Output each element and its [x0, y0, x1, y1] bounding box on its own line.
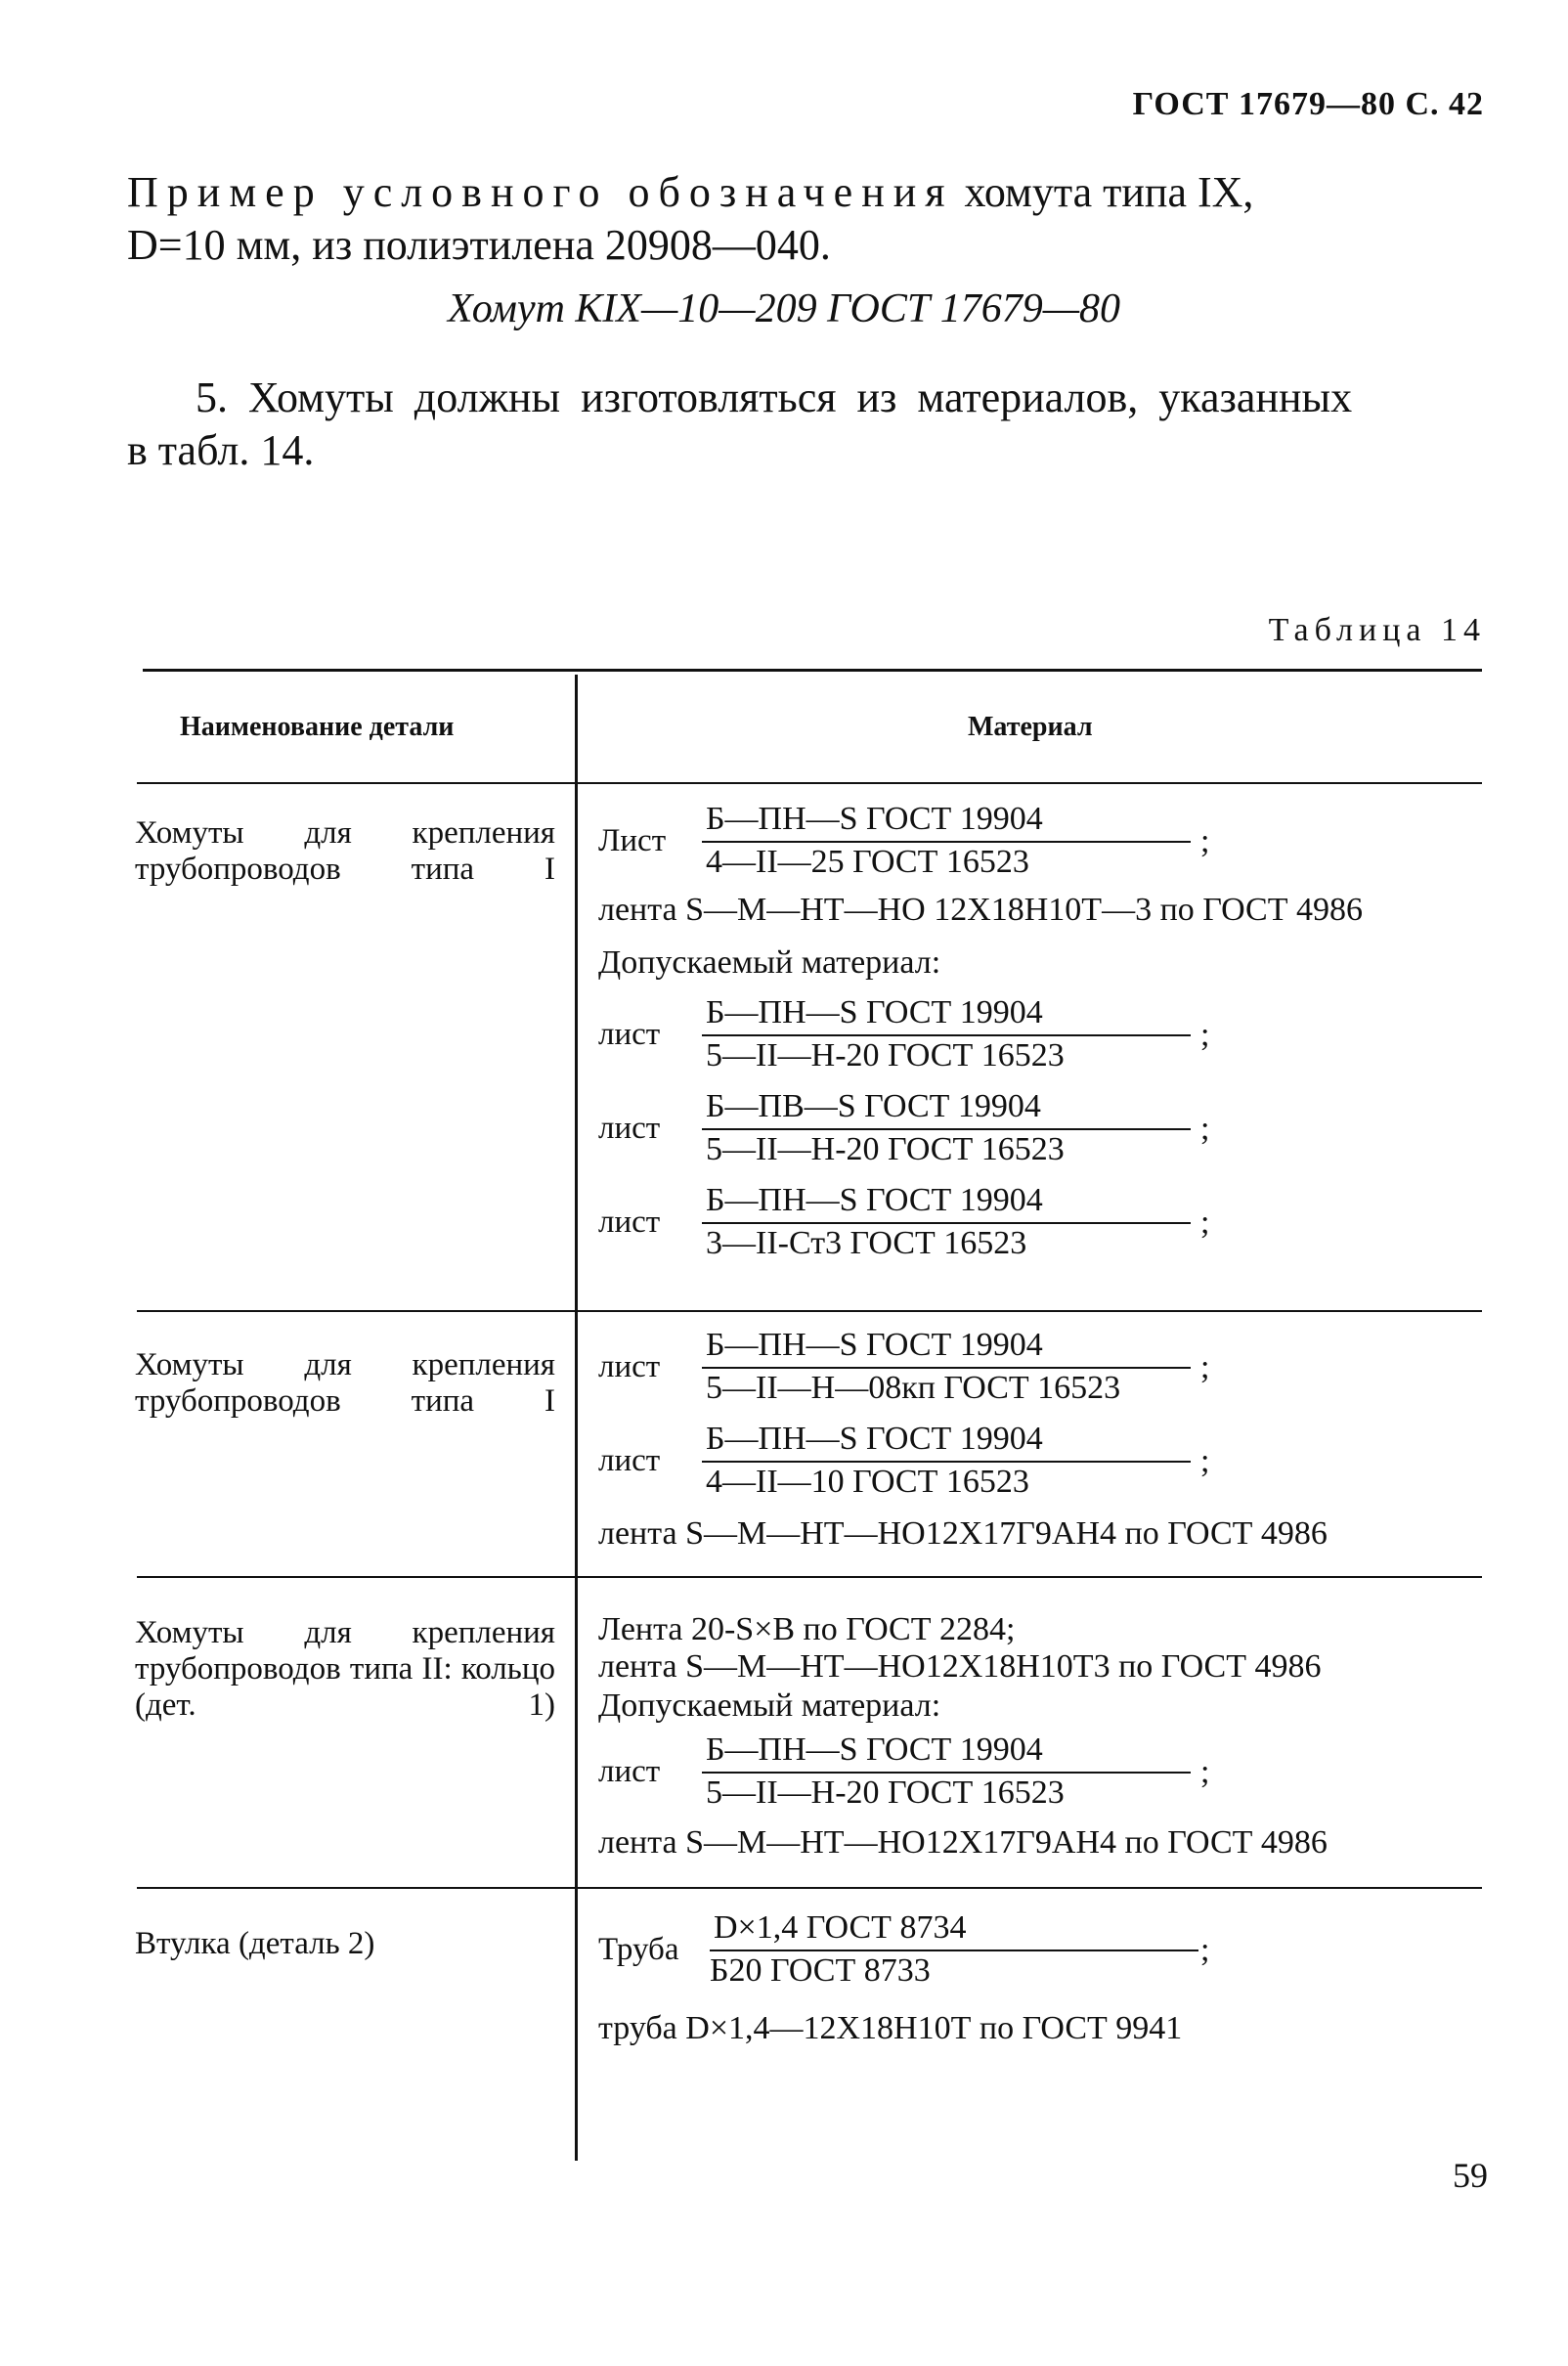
- material-numerator: Б—ПН—S ГОСТ 19904: [706, 801, 1043, 837]
- row3-material-4: [598, 1731, 1224, 1813]
- material-label: лист: [598, 1017, 661, 1052]
- material-tail: ;: [1200, 1932, 1210, 1968]
- material-label: лист: [598, 1111, 661, 1146]
- row3-material-5: лента S—М—НТ—НО12Х17Г9АН4 по ГОСТ 4986: [598, 1824, 1328, 1861]
- row2-material-2: [598, 1420, 1224, 1502]
- material-label: лист: [598, 1443, 661, 1478]
- row3-part-name: Хомуты для крепления трубопроводов типа II: кольцо (дет. 1): [135, 1615, 555, 1723]
- material-label: лист: [598, 1754, 661, 1789]
- row1-material-6: [598, 1181, 1224, 1263]
- row1-material-1: [598, 800, 1224, 882]
- material-denominator: 5—II—Н—08кп ГОСТ 16523: [706, 1370, 1121, 1406]
- row1-material-4: [598, 993, 1224, 1075]
- row4-part-name: Втулка (деталь 2): [135, 1926, 375, 1961]
- material-numerator: Б—ПВ—S ГОСТ 19904: [706, 1088, 1041, 1124]
- table-top-rule: [143, 669, 1482, 672]
- material-numerator: Б—ПН—S ГОСТ 19904: [706, 1731, 1043, 1768]
- row1-part-name: Хомуты для крепления трубопроводов типа I: [135, 815, 555, 887]
- material-label: лист: [598, 1349, 661, 1384]
- material-tail: ;: [1200, 1443, 1210, 1479]
- material-numerator: D×1,4 ГОСТ 8734: [714, 1909, 967, 1946]
- material-numerator: Б—ПН—S ГОСТ 19904: [706, 1327, 1043, 1363]
- row4-material-1: [598, 1908, 1224, 1991]
- row-divider-2: [137, 1576, 1482, 1578]
- clause-5-line1: 5. Хомуты должны изготовляться из материалов, указанных: [196, 373, 1353, 421]
- table-caption: Таблица 14: [1268, 612, 1486, 648]
- header-material: Материал: [968, 712, 1093, 742]
- spaced-phrase: Пример условного обозначения: [127, 168, 954, 216]
- header-part-name: Наименование детали: [180, 712, 455, 742]
- example-designation: Хомут КIХ—10—209 ГОСТ 17679—80: [447, 286, 1121, 331]
- material-tail: ;: [1200, 1349, 1210, 1385]
- row1-material-3: Допускаемый материал:: [598, 944, 941, 981]
- material-label: Лист: [598, 823, 667, 858]
- material-denominator: 3—II-Ст3 ГОСТ 16523: [706, 1225, 1027, 1261]
- row2-material-1: [598, 1326, 1224, 1408]
- material-denominator: 5—II—Н-20 ГОСТ 16523: [706, 1131, 1065, 1167]
- row-divider-1: [137, 1310, 1482, 1312]
- clause-5-line2: в табл. 14.: [127, 426, 315, 474]
- header-bottom-rule: [137, 782, 1482, 784]
- material-label: лист: [598, 1205, 661, 1240]
- material-denominator: 5—II—Н-20 ГОСТ 16523: [706, 1037, 1065, 1073]
- material-numerator: Б—ПН—S ГОСТ 19904: [706, 994, 1043, 1030]
- material-tail: ;: [1200, 1205, 1210, 1241]
- row2-material-3: лента S—М—НТ—НО12Х17Г9АН4 по ГОСТ 4986: [598, 1515, 1328, 1552]
- document-reference: ГОСТ 17679—80 С. 42: [1132, 86, 1484, 122]
- clause-5: [196, 372, 1486, 424]
- row-divider-3: [137, 1887, 1482, 1889]
- material-tail: ;: [1200, 1754, 1210, 1790]
- material-denominator: 4—II—25 ГОСТ 16523: [706, 844, 1029, 880]
- material-denominator: Б20 ГОСТ 8733: [710, 1952, 931, 1989]
- row4-material-2: труба D×1,4—12Х18Н10Т по ГОСТ 9941: [598, 2010, 1183, 2046]
- material-denominator: 4—II—10 ГОСТ 16523: [706, 1464, 1029, 1500]
- material-label: Труба: [598, 1932, 679, 1967]
- material-numerator: Б—ПН—S ГОСТ 19904: [706, 1182, 1043, 1218]
- row1-material-5: [598, 1087, 1224, 1169]
- material-tail: ;: [1200, 1111, 1210, 1147]
- intro-line1-rest: хомута типа IX,: [953, 168, 1254, 216]
- designation-example-intro: [127, 166, 1486, 272]
- row3-material-2: лента S—М—НТ—НО12Х18Н10Т3 по ГОСТ 4986: [598, 1648, 1322, 1685]
- material-tail: ;: [1200, 823, 1210, 859]
- row3-material-3: Допускаемый материал:: [598, 1687, 941, 1724]
- row3-material-1: Лента 20-S×B по ГОСТ 2284;: [598, 1611, 1016, 1647]
- material-denominator: 5—II—Н-20 ГОСТ 16523: [706, 1774, 1065, 1811]
- column-separator: [575, 675, 578, 2161]
- page-number: 59: [1453, 2156, 1488, 2195]
- row2-part-name: Хомуты для крепления трубопроводов типа I: [135, 1347, 555, 1419]
- material-tail: ;: [1200, 1017, 1210, 1053]
- row1-material-2: лента S—М—НТ—НО 12Х18Н10Т—3 по ГОСТ 4986: [598, 892, 1363, 928]
- material-numerator: Б—ПН—S ГОСТ 19904: [706, 1421, 1043, 1457]
- intro-line2: D=10 мм, из полиэтилена 20908—040.: [127, 221, 831, 269]
